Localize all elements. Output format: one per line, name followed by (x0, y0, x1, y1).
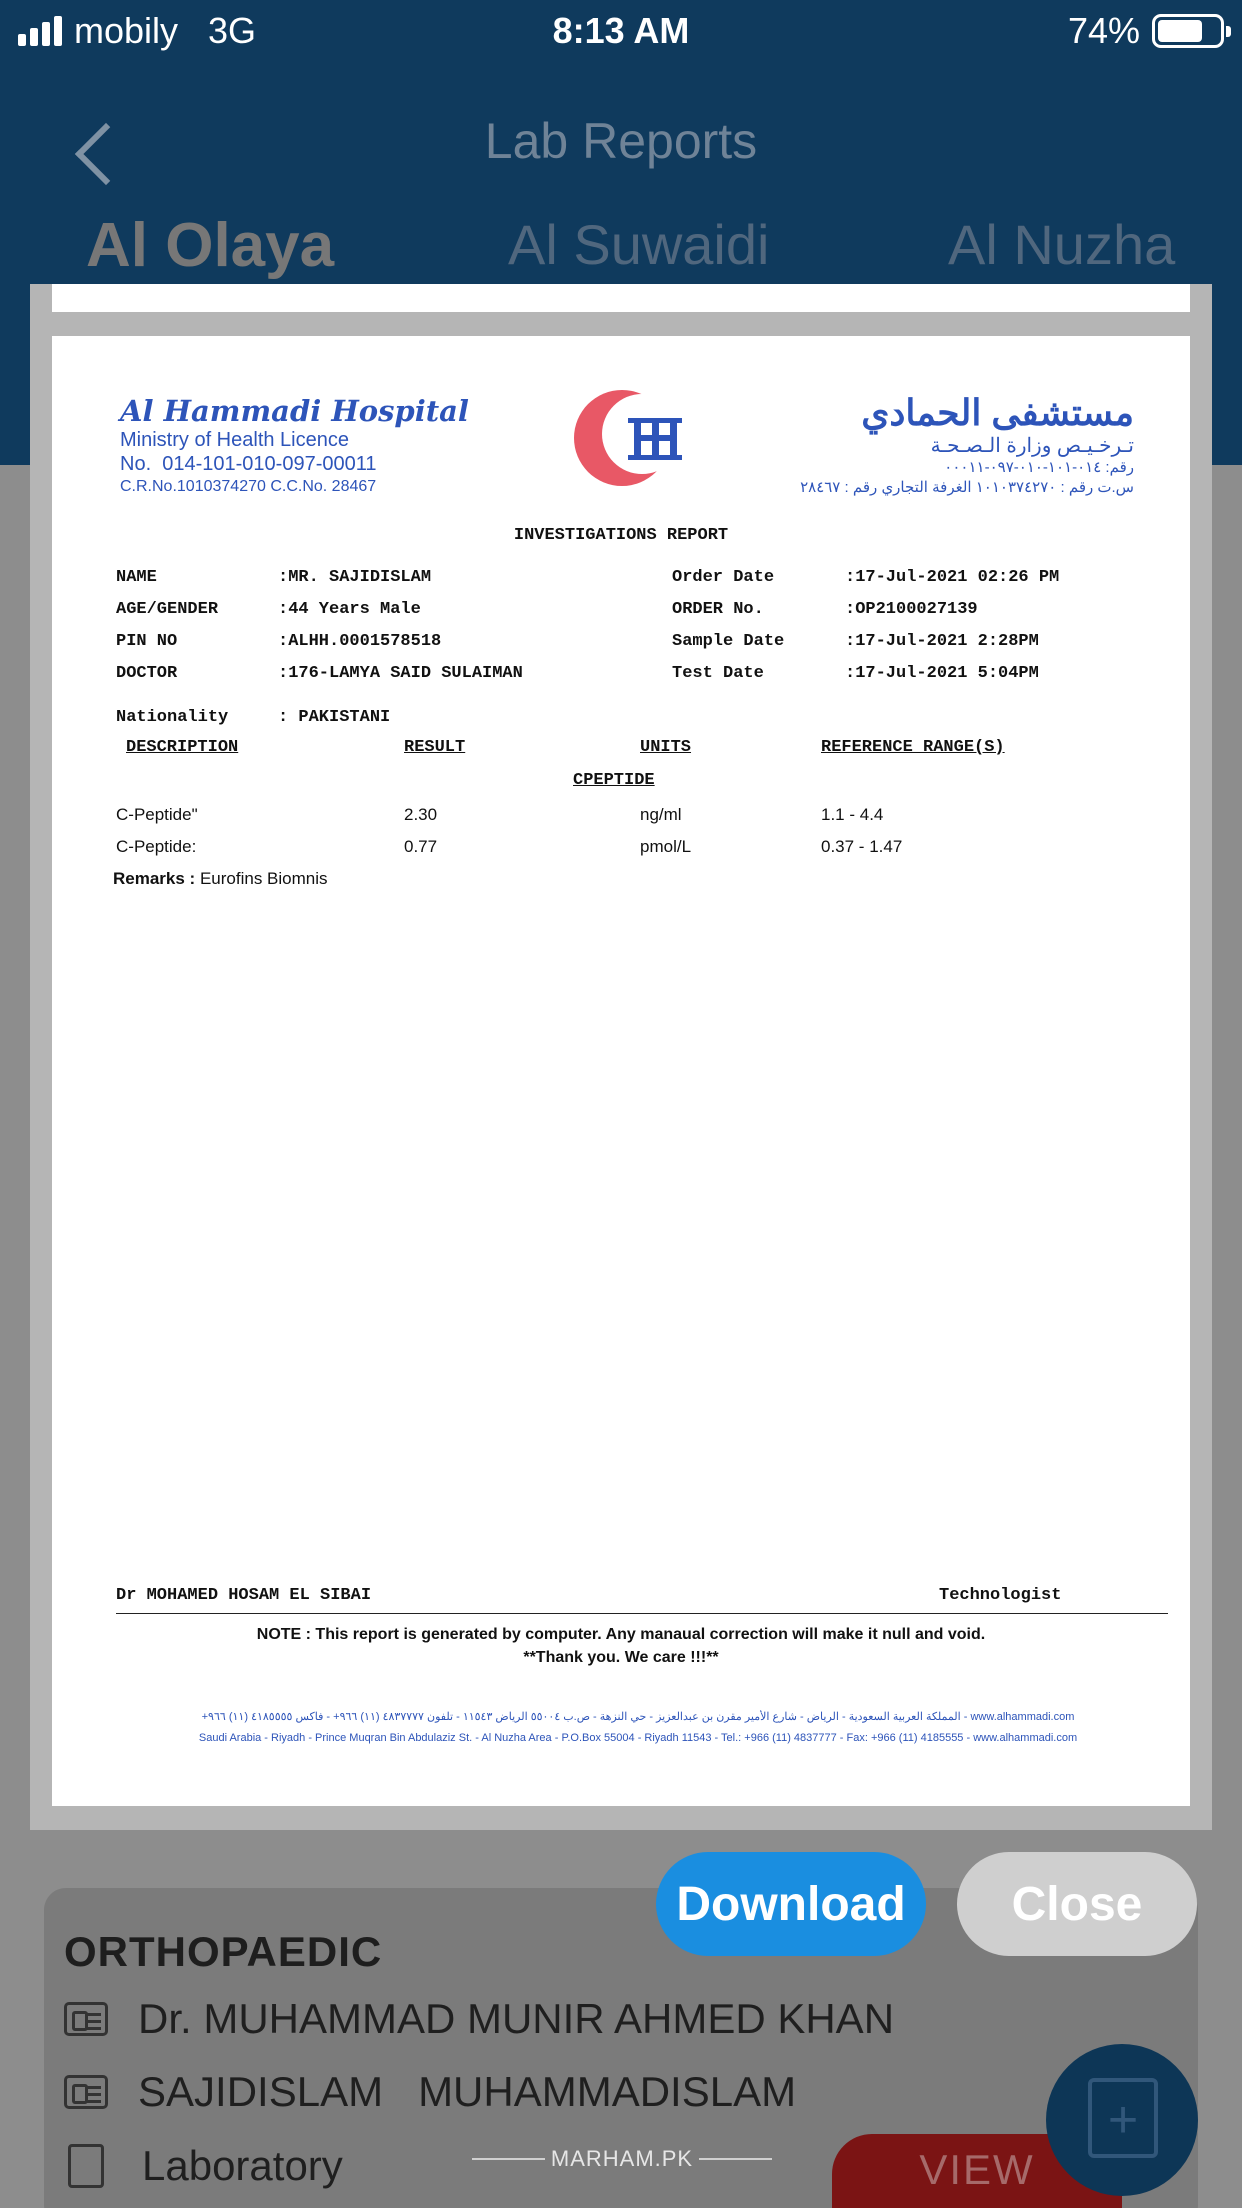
technologist-label: Technologist (939, 1586, 1062, 1605)
page-title: Lab Reports (484, 113, 758, 169)
status-bar (0, 0, 1242, 62)
age-gender-label: AGE/GENDER (116, 600, 219, 619)
hospital-cr-ar: س.ت رقم : ١٠١٠٣٧٤٢٧٠ الغرفة التجاري رقم : ٢٨٤٦٧ (800, 479, 1134, 496)
calendar-plus-icon (1088, 2078, 1158, 2158)
remarks-label: Remarks : (113, 869, 196, 888)
order-number-label: ORDER No. (672, 600, 764, 619)
signature-divider (116, 1613, 1168, 1614)
card-department-row (64, 2142, 343, 2190)
tab-al-nuzha[interactable]: Al Nuzha (948, 213, 1176, 276)
status-right (1068, 10, 1224, 52)
row-1-units: ng/ml (640, 805, 682, 824)
nationality-value: : PAKISTANI (278, 708, 391, 727)
sample-date-label: Sample Date (672, 632, 785, 651)
report-page (52, 336, 1190, 1806)
tab-al-olaya[interactable]: Al Olaya (86, 211, 335, 280)
doctor-label: DOCTOR (116, 664, 178, 683)
battery-icon (1152, 14, 1224, 48)
card-department: Laboratory (142, 2142, 343, 2189)
report-note: NOTE : This report is generated by computer. Any manaual correction will make it null and void. (256, 1626, 986, 1643)
pin-value: :ALHH.0001578518 (278, 632, 442, 651)
card-patient-row (64, 2068, 796, 2116)
order-number-value: :OP2100027139 (845, 600, 978, 619)
row-1-description: C-Peptide" (116, 805, 198, 824)
row-2-result: 0.77 (404, 837, 438, 856)
report-title: INVESTIGATIONS REPORT (513, 526, 729, 545)
test-date-value: :17-Jul-2021 5:04PM (845, 664, 1039, 683)
footer-arabic: www.alhammadi.com - المملكة العربية السعودية - الرياض - شارع الأمير مقرن بن عبدالعزيز - حي النزهة - ص.ب ٥٥٠٠٤ الرياض ١١٥٤٣ - تلفون ٤٨٣٧٧٧٧ (١١) ٩٦٦+ - فاكس ٤١٨٥٥٥٥ (١١) ٩٦٦+ (201, 1711, 1075, 1723)
nationality-label: Nationality (116, 708, 229, 727)
previous-page-edge (52, 284, 1190, 312)
order-date-value: :17-Jul-2021 02:26 PM (845, 568, 1060, 587)
patient-name-label: NAME (116, 568, 157, 587)
column-description: DESCRIPTION (126, 738, 239, 757)
id-card-icon (64, 2002, 108, 2036)
hospital-cr-en: C.R.No.1010374270 C.C.No. 28467 (120, 478, 377, 495)
row-2-units: pmol/L (640, 837, 692, 856)
age-gender-value: :44 Years Male (278, 600, 421, 619)
card-doctor-name: Dr. MUHAMMAD MUNIR AHMED KHAN (138, 1995, 895, 2042)
hospital-name-en: Al Hammadi Hospital (120, 394, 469, 428)
pin-label: PIN NO (116, 632, 178, 651)
hospital-number-en: No. 014-101-010-097-00011 (120, 453, 377, 475)
brand-watermark (472, 2144, 772, 2174)
column-units: UNITS (640, 738, 692, 757)
battery-fill (1158, 20, 1202, 42)
doctor-value: :176-LAMYA SAID SULAIMAN (278, 664, 523, 683)
hospital-name-ar: مستشفى الحمادي (861, 392, 1134, 433)
battery-percent: 74% (1067, 10, 1140, 51)
card-patient-name: SAJIDISLAM MUHAMMADISLAM (138, 2068, 797, 2115)
section-heading: CPEPTIDE (573, 771, 655, 790)
card-doctor-row (64, 1995, 894, 2043)
network-type: 3G (208, 10, 257, 51)
status-time: 8:13 AM (552, 10, 690, 51)
id-card-icon (64, 2075, 108, 2109)
order-date-label: Order Date (672, 568, 775, 587)
brand-text: MARHAM.PK (550, 2146, 694, 2171)
hospital-licence-ar: تـرخـيـص وزارة الـصـحـة (930, 435, 1134, 457)
doctor-signature: Dr MOHAMED HOSAM EL SIBAI (116, 1586, 372, 1605)
report-thanks: **Thank you. We care !!!** (523, 1649, 719, 1666)
row-1-result: 2.30 (404, 805, 438, 824)
tab-al-suwaidi[interactable]: Al Suwaidi (508, 213, 770, 276)
sample-date-value: :17-Jul-2021 2:28PM (845, 632, 1039, 651)
hospital-number-ar: رقم: ٠١٤-١٠١-٠١٠-٠٩٧-٠٠٠١١ (944, 459, 1134, 476)
row-2-range: 0.37 - 1.47 (821, 837, 903, 856)
hospital-arabic-header (800, 392, 1134, 498)
remarks-value: Eurofins Biomnis (199, 869, 328, 888)
close-button[interactable]: Close (957, 1852, 1197, 1956)
column-reference-range: REFERENCE RANGE(S) (821, 738, 1005, 757)
remarks (113, 869, 328, 889)
clipboard-icon (68, 2144, 104, 2188)
hospital-logo-icon (570, 388, 700, 488)
view-button[interactable]: VIEW (832, 2134, 1122, 2208)
hospital-licence-en: Ministry of Health Licence (120, 429, 349, 451)
patient-name-value: :MR. SAJIDISLAM (278, 568, 432, 587)
row-2-description: C-Peptide: (116, 837, 197, 856)
hospital-english-header (120, 394, 469, 498)
column-result: RESULT (404, 738, 466, 757)
test-date-label: Test Date (672, 664, 764, 683)
card-specialty: ORTHOPAEDIC (64, 1928, 383, 1975)
footer-english: Saudi Arabia - Riyadh - Prince Muqran Bin Abdulaziz St. - Al Nuzha Area - P.O.Box 55004 - Riyadh 11543 - Tel.: +966 (11) 4837777 - Fax: +966 (11) 4185555 - www.alhammadi.com (198, 1732, 1078, 1744)
row-1-range: 1.1 - 4.4 (821, 805, 884, 824)
carrier-name: mobily (74, 10, 179, 51)
download-button[interactable]: Download (656, 1852, 926, 1956)
